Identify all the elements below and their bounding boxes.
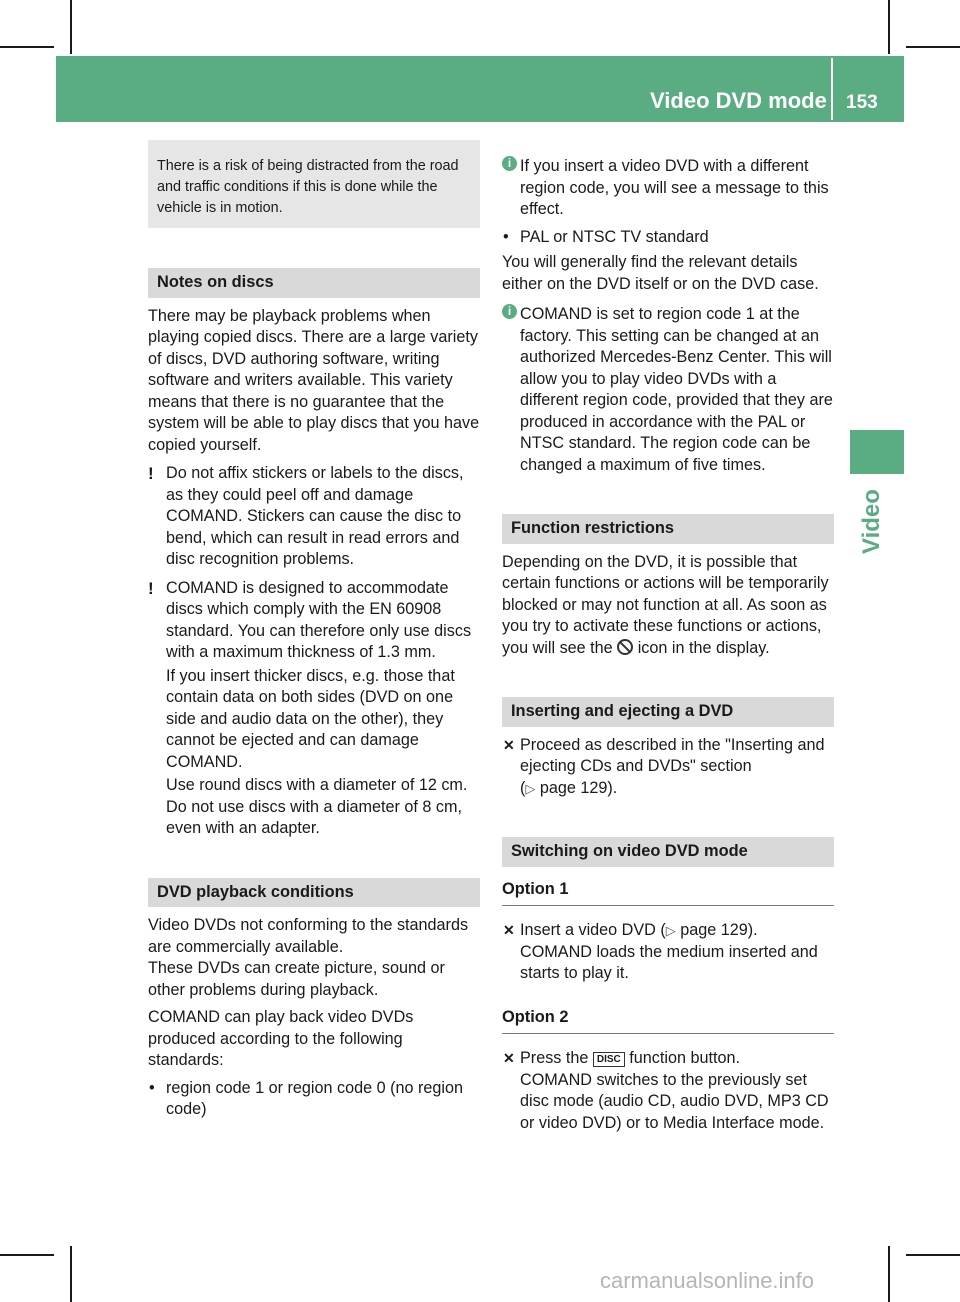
paragraph: These DVDs can create picture, sound or other problems during playback. (148, 959, 445, 999)
right-column (502, 156, 834, 1134)
step-arrow-icon: ✕ (503, 736, 515, 753)
step-arrow-icon: ✕ (503, 1050, 515, 1066)
warning-box: There is a risk of being distracted from the road and traffic conditions if this is done while the vehicle is in motion. (148, 140, 480, 228)
page-ref[interactable]: page 129). (680, 921, 758, 939)
bullet-text: region code 1 or region code 0 (no region code) (166, 1078, 463, 1118)
info-note-text: If you insert a video DVD with a different region code, you will see a message to this effect. (520, 157, 829, 218)
prohibited-icon (617, 639, 633, 655)
bullet-marker: • (503, 227, 509, 246)
info-icon: i (502, 156, 517, 171)
caution-note-text: COMAND is designed to accommodate discs which comply with the EN 60908 standard. You can therefore only use discs with a maximum thickness of 1.3 mm. (166, 578, 472, 661)
bullet-item (148, 1078, 480, 1121)
exclamation-icon: ! (148, 578, 154, 598)
step-result: COMAND switches to the previously set disc mode (audio CD, audio DVD, MP3 CD or video DVD) or to Media Interface mode. (520, 1070, 829, 1132)
ref-paren: ( (520, 778, 526, 797)
watermark: carmanualsonline.info (600, 1268, 815, 1293)
option-1-heading: Option 1 (502, 879, 834, 907)
notes-intro: There may be playback problems when playing copied discs. There are a large variety of discs, DVD authoring software, writing software and writers available. This variety means that there is no guarantee that the system will be able to play discs that you have copied yourself. (148, 306, 480, 454)
disc-button-icon: DISC (593, 1052, 625, 1067)
step-text-part: Press the (520, 1049, 589, 1067)
paragraph: Video DVDs not conforming to the standards are commercially available. (148, 916, 469, 956)
bullet-item (502, 227, 834, 249)
heading-function-restrictions: Function restrictions (502, 514, 834, 544)
crop-mark (70, 1246, 72, 1302)
left-column (148, 140, 480, 1121)
step-text (520, 1048, 834, 1070)
step-text-part: Proceed as described in the "Inserting and ejecting CDs and DVDs" section (520, 735, 825, 775)
page-number: 153 (846, 92, 878, 113)
step-arrow-icon: ✕ (503, 922, 515, 938)
side-tab (850, 430, 904, 474)
crop-mark (888, 0, 890, 54)
info-note-text: COMAND is set to region code 1 at the factory. This setting can be changed at an authorized Mercedes-Benz Center. This will allow you to play video DVDs with a different region code, provided that they are produced in accordance with the PAL or NTSC standard. The region code can be changed a maximum of five times. (520, 305, 833, 474)
function-restrictions-text: Depending on the DVD, it is possible that certain functions or actions will be temporarily blocked or may not function at all. As soon as you try to activate these functions or actions, you will see the (502, 552, 829, 657)
paragraph (502, 552, 834, 660)
heading-dvd-playback-conditions: DVD playback conditions (148, 878, 480, 908)
step-item (502, 1048, 834, 1134)
page-ref-icon: ▷ (665, 923, 676, 938)
step-text-part: Insert a video DVD ( (520, 921, 666, 939)
step-result: COMAND loads the medium inserted and starts to play it. (520, 942, 818, 982)
function-restrictions-text: icon in the display. (637, 638, 770, 657)
caution-note-text: Do not affix stickers or labels to the discs, as they could peel off and damage COMAND. Stickers can cause the disc to bend, which can result in read errors and disc recognition problems. (166, 464, 464, 568)
step-text (520, 920, 834, 942)
step-text-part: function button. (629, 1049, 740, 1067)
crop-mark (906, 46, 960, 48)
side-tab-label: Video (858, 489, 885, 554)
page-title: Video DVD mode (650, 88, 827, 113)
caution-note-text: If you insert thicker discs, e.g. those that contain data on both sides (DVD on one side and audio data on the other), they cannot be ejected and can damage COMAND. (166, 666, 455, 771)
crop-mark (888, 1246, 890, 1302)
heading-inserting-ejecting: Inserting and ejecting a DVD (502, 697, 834, 727)
paragraph: You will generally find the relevant details either on the DVD itself or on the DVD case. (502, 253, 819, 293)
bullet-text: PAL or NTSC TV standard (520, 227, 709, 246)
option-2-heading: Option 2 (502, 1007, 834, 1035)
crop-mark (906, 1254, 960, 1256)
info-note (502, 156, 834, 221)
caution-note (148, 463, 480, 571)
bullet-marker: • (149, 1078, 155, 1097)
header-divider (831, 58, 833, 120)
step-item (502, 920, 834, 985)
crop-mark (0, 1254, 54, 1256)
step-item (502, 735, 834, 800)
page-ref-icon: ▷ (525, 780, 536, 796)
heading-switching-on: Switching on video DVD mode (502, 837, 834, 867)
caution-note-text: Use round discs with a diameter of 12 cm. Do not use discs with a diameter of 8 cm, even with an adapter. (166, 776, 468, 837)
heading-notes-on-discs: Notes on discs (148, 268, 480, 298)
page-ref[interactable]: page 129). (539, 778, 618, 797)
caution-note (148, 578, 480, 840)
info-note (502, 304, 834, 476)
exclamation-icon: ! (148, 464, 154, 483)
crop-mark (70, 0, 72, 54)
paragraph: COMAND can play back video DVDs produced according to the following standards: (148, 1008, 414, 1069)
info-icon: i (502, 304, 517, 319)
step-text (520, 735, 834, 800)
crop-mark (0, 46, 54, 48)
